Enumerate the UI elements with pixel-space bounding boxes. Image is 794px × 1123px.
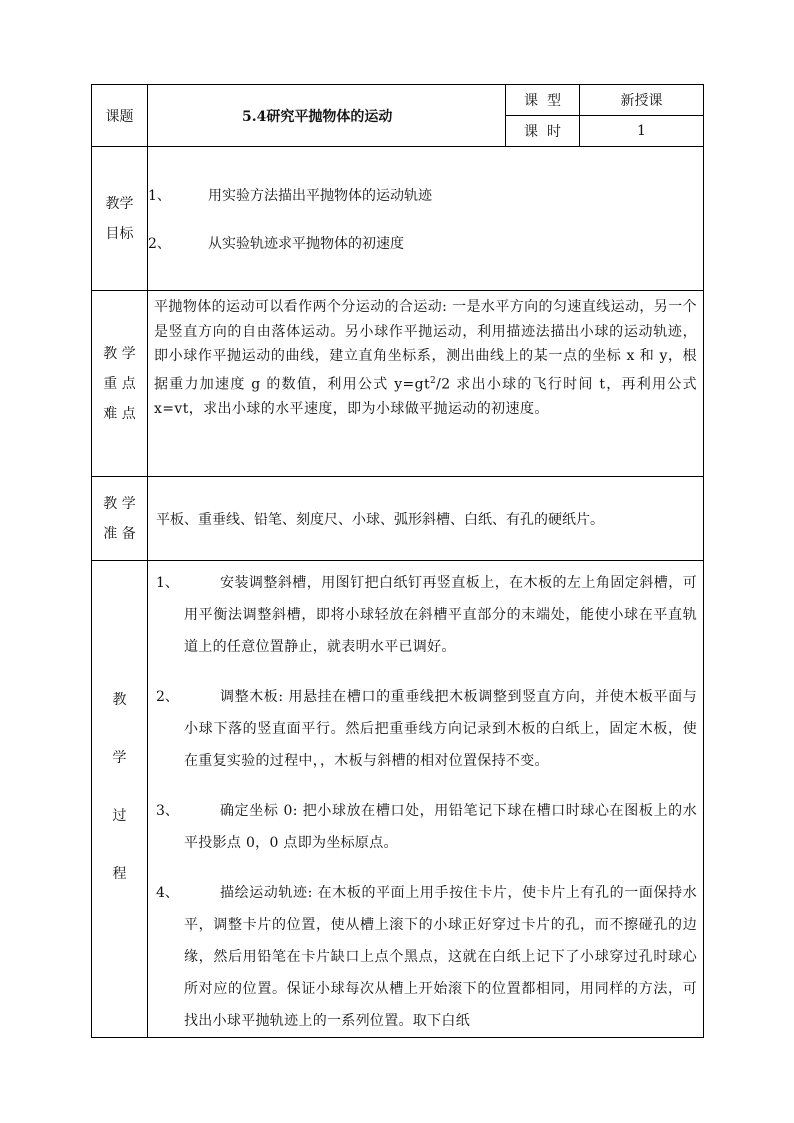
lesson-plan-table [91,84,704,1038]
goals-label [92,147,148,291]
process-label-char: 学 [112,750,127,766]
goals-content [148,147,704,291]
key-points-superscript: 2 [430,375,437,386]
goal-item [148,219,703,267]
process-step-number: 4、 [156,885,179,901]
process-label [92,561,148,1038]
process-step-text: 调整木板: 用悬挂在槽口的重垂线把木板调整到竖直方向，并使木板平面与小球下落的竖直面平行。然后把重垂线方向记录到木板的白纸上，固定木板，使在重复实验的过程中，，木板与斜槽的相对位置保持不变。 [184,689,697,769]
key-points-label-line1: 教 学 [103,345,136,362]
lesson-type-label: 课 型 [506,85,580,116]
goals-label-line1: 教学 [105,195,134,212]
preparation-label-line2: 准 备 [103,525,136,542]
process-step-text: 描绘运动轨迹: 在木板的平面上用手按住卡片，使卡片上有孔的一面保持水平，调整卡片的位置，使从槽上滚下的小球正好穿过卡片的孔，而不擦碰孔的边缘，然后用铅笔在卡片缺口上点个黑点，这就在白纸上记下了小球穿过孔时球心所对应的位置。保证小球每次从槽上开始滚下的位置都相同，用同样的方法，可找出小球平抛轨迹上的一系列位置。取下白纸 [184,885,697,1029]
process-label-char: 程 [112,866,127,882]
key-points-text-part2: /2 求出小球的飞行时间 t，再利用公式 x=vt，求出小球的水平速度，即为小球做平抛运动的初速度。 [154,376,698,417]
key-points-text-part1: 平抛物体的运动可以看作两个分运动的合运动: 一是水平方向的匀速直线运动，另一个是竖直方向的自由落体运动。另小球作平抛运动，利用描迹法描出小球的运动轨迹，即小球作平抛运动的曲线，建立直角坐标系，测出曲线上的某一点的坐标 x 和 y，根据重力加速度 g 的数值，利用公式 y=gt [154,299,697,393]
goal-item [148,171,703,219]
process-label-char: 教 [112,692,127,708]
topic-label: 课题 [92,85,148,147]
goal-item-text: 从实验轨迹求平抛物体的初速度 [208,235,404,252]
key-points-label [92,291,148,477]
process-step-number: 3、 [156,803,179,819]
process-label-char: 过 [112,808,127,824]
lesson-type-value: 新授课 [580,85,704,116]
process-step-number: 1、 [156,575,179,591]
goal-item-number: 2、 [148,235,171,252]
key-points-text [148,291,704,477]
process-step [156,567,697,663]
key-points-label-line2: 重 点 [103,375,136,392]
process-steps [148,561,704,1038]
goal-item-text: 用实验方法描出平抛物体的运动轨迹 [208,187,432,204]
goals-label-line2: 目标 [105,225,134,242]
key-points-label-line3: 难 点 [103,405,136,422]
preparation-label-line1: 教 学 [103,495,136,512]
topic-title: 5.4研究平抛物体的运动 [148,85,506,147]
goal-item-number: 1、 [148,187,171,204]
preparation-text: 平板、重垂线、铅笔、刻度尺、小球、弧形斜槽、白纸、有孔的硬纸片。 [148,477,704,561]
preparation-label [92,477,148,561]
process-step-number: 2、 [156,689,179,705]
process-step [156,681,697,777]
process-step [156,795,697,859]
process-step [156,877,697,1037]
lesson-hours-label: 课 时 [506,116,580,147]
process-step-text: 确定坐标 0: 把小球放在槽口处，用铅笔记下球在槽口时球心在图板上的水平投影点 0，0 点即为坐标原点。 [184,803,697,851]
lesson-hours-value: 1 [580,116,704,147]
process-step-text: 安装调整斜槽，用图钉把白纸钉再竖直板上，在木板的左上角固定斜槽，可用平衡法调整斜槽，即将小球轻放在斜槽平直部分的末端处，能使小球在平直轨道上的任意位置静止，就表明水平已调好。 [184,575,697,655]
